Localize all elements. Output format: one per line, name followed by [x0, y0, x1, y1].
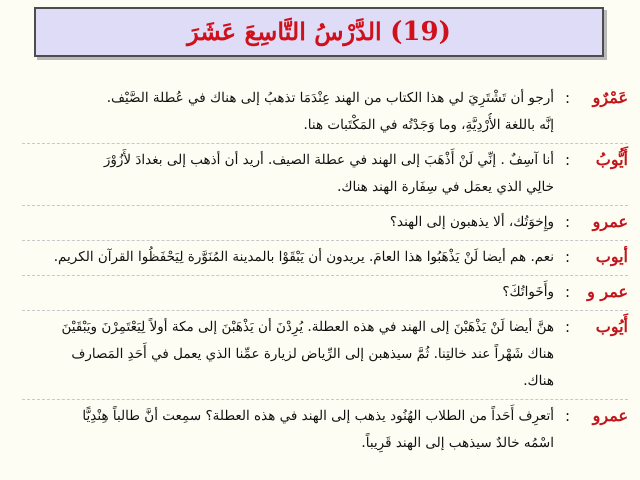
- dialogue-line: أنا آسِفٌ . إنِّي لَنْ أَذْهَبَ إلى الهند في عطلة الصيف. أريد أن أذهب إلى بغدادَ لأَزُوْرَ: [103, 152, 554, 168]
- dialogue-turn: [22, 404, 628, 455]
- turn-separator: [22, 143, 628, 144]
- dialogue-line: اسْمُه خالدٌ سيذهب إلى الهند قَرِيباً.: [361, 435, 554, 451]
- turn-separator: [22, 310, 628, 311]
- dialogue-line: هنَّ أيضا لَنْ يَذْهَبْنَ إلى الهند في هذه العطلة. يُرِدْنَ أن يَذْهَبْنَ إلى مكة أولاً لِيَعْتَمِرْنَ ويَبْقَيْنَ: [61, 319, 554, 335]
- dialogue-line: هناك.: [523, 373, 554, 389]
- dialogue-line: نعم. هم أيضا لَنْ يَذْهَبُوا هذا العامَ. يريدون أن يَبْقَوْا بالمدينة المُنَوَّرة لِيَحْفَظُوا القرآن الكريم.: [53, 249, 554, 265]
- speaker-name: عمرو: [592, 406, 628, 425]
- speaker-name: أيوب: [595, 247, 628, 266]
- dialogue-line: هناك شَهْراً عند خالتِنا. ثُمَّ سيذهبن إلى الرِّياض لزيارة عمِّنا الذي يعمل في أَحَدِ المَصارف: [71, 346, 554, 362]
- dialogue-turn: [22, 148, 628, 199]
- dialogue-turn: [22, 280, 628, 304]
- speaker-colon: :: [564, 248, 570, 266]
- lesson-title-box: [34, 7, 604, 57]
- dialogue-line: أرجو أن تَشْتَرِيَ لي هذا الكتاب من الهند عِنْدَمَا تذهبُ إلى هناك في عُطلة الصَّيْف.: [106, 90, 554, 106]
- lesson-number: (19): [390, 17, 451, 47]
- dialogue-line: وأَخَواتُكَ؟: [502, 284, 554, 300]
- speaker-name: عَمْرٌو: [592, 88, 628, 107]
- speaker-colon: :: [564, 407, 570, 425]
- dialogue-turn: [22, 210, 628, 234]
- speaker-colon: :: [564, 151, 570, 169]
- turn-separator: [22, 275, 628, 276]
- lesson-title-text: الدَّرْسُ التَّاسِعَ عَشَرَ: [187, 17, 382, 46]
- dialogue-turn: [22, 245, 628, 269]
- speaker-colon: :: [564, 89, 570, 107]
- speaker-name: أَيُوب: [595, 317, 628, 336]
- speaker-colon: :: [564, 213, 570, 231]
- dialogue-turn: [22, 86, 628, 137]
- turn-separator: [22, 205, 628, 206]
- dialogue-line: وإِخوَتُك، ألا يذهبون إلى الهند؟: [389, 214, 554, 230]
- dialogue-line: أتعرِف أَحَداً من الطلاب الهُنُود يذهب إلى الهند في هذه العطلة؟ سمِعت أنَّ طالباً هِنْدِيًّا: [82, 408, 554, 424]
- speaker-name: عمر و: [587, 282, 628, 301]
- speaker-colon: :: [564, 318, 570, 336]
- speaker-colon: :: [564, 283, 570, 301]
- turn-separator: [22, 240, 628, 241]
- dialogue-line: إنَّه باللغة الأُرْدِيَّةِ، وما وَجَدْتُه في المَكْتَبات هنا.: [303, 117, 554, 133]
- speaker-name: أَيُّوبُ: [595, 150, 628, 169]
- dialogue: [22, 86, 628, 455]
- lesson-title: [187, 17, 451, 47]
- dialogue-line: خالِي الذي يعمَل في سِفَارة الهند هناك.: [337, 179, 554, 195]
- speaker-name: عمرو: [592, 212, 628, 231]
- dialogue-turn: [22, 315, 628, 393]
- turn-separator: [22, 399, 628, 400]
